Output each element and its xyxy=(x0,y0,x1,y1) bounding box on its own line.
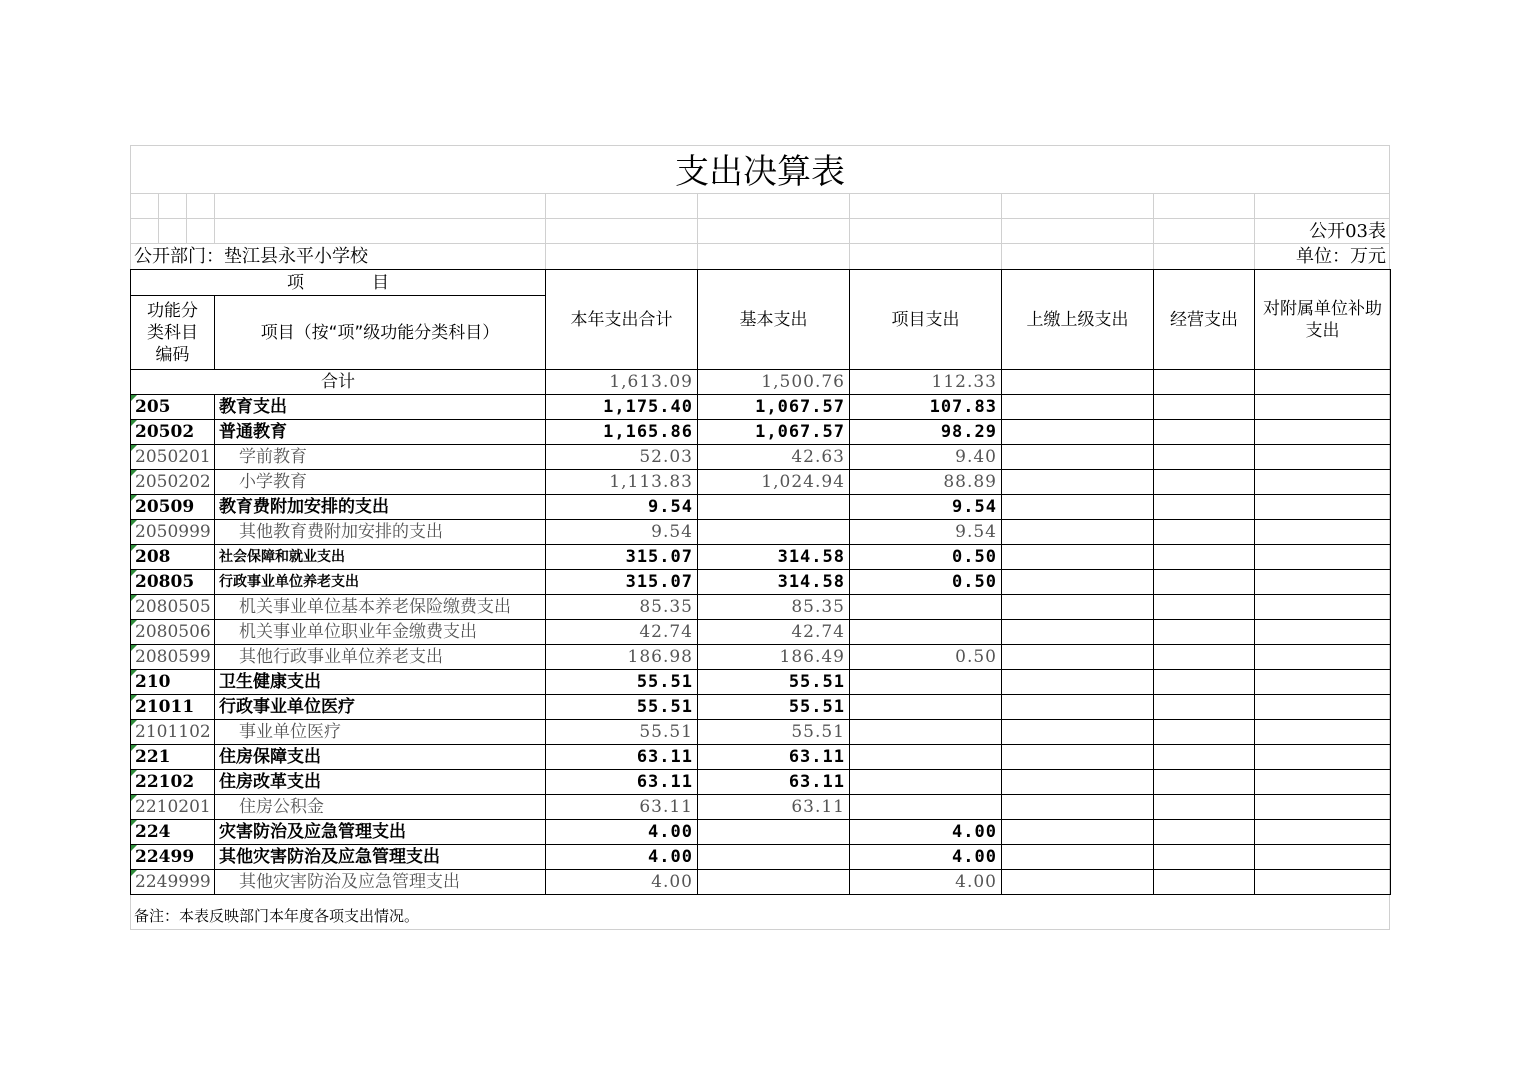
row-basic xyxy=(698,845,850,870)
row-total: 63.11 xyxy=(546,795,698,820)
header-basic: 基本支出 xyxy=(698,270,850,370)
row-project xyxy=(850,595,1002,620)
row-name: 灾害防治及应急管理支出 xyxy=(215,820,546,845)
row-business xyxy=(1154,645,1255,670)
row-name: 教育费附加安排的支出 xyxy=(215,495,546,520)
row-basic: 63.11 xyxy=(698,745,850,770)
row-business xyxy=(1154,545,1255,570)
row-upper xyxy=(1002,470,1154,495)
row-total: 42.74 xyxy=(546,620,698,645)
row-name: 行政事业单位医疗 xyxy=(215,695,546,720)
row-name: 普通教育 xyxy=(215,420,546,445)
row-total: 1,113.83 xyxy=(546,470,698,495)
header-project: 项目支出 xyxy=(850,270,1002,370)
expenditure-table xyxy=(130,269,1391,895)
table-row xyxy=(131,395,1391,420)
row-name: 其他教育费附加安排的支出 xyxy=(215,520,546,545)
row-business xyxy=(1154,795,1255,820)
row-business xyxy=(1154,420,1255,445)
table-row xyxy=(131,845,1391,870)
row-project xyxy=(850,695,1002,720)
total-basic: 1,500.76 xyxy=(698,370,850,395)
table-row xyxy=(131,645,1391,670)
row-upper xyxy=(1002,870,1154,895)
row-upper xyxy=(1002,495,1154,520)
table-row xyxy=(131,695,1391,720)
table-row xyxy=(131,795,1391,820)
table-row xyxy=(131,520,1391,545)
row-total: 85.35 xyxy=(546,595,698,620)
row-subsidy xyxy=(1255,570,1391,595)
table-row xyxy=(131,470,1391,495)
row-subsidy xyxy=(1255,395,1391,420)
row-project xyxy=(850,620,1002,645)
header-total: 本年支出合计 xyxy=(546,270,698,370)
table-row xyxy=(131,820,1391,845)
header-name: 项目（按“项”级功能分类科目） xyxy=(215,296,546,370)
row-project: 0.50 xyxy=(850,645,1002,670)
row-total: 63.11 xyxy=(546,770,698,795)
row-code: 2249999 xyxy=(131,870,215,895)
row-business xyxy=(1154,770,1255,795)
row-subsidy xyxy=(1255,470,1391,495)
row-subsidy xyxy=(1255,645,1391,670)
total-subsidy xyxy=(1255,370,1391,395)
row-upper xyxy=(1002,595,1154,620)
total-project: 112.33 xyxy=(850,370,1002,395)
row-upper xyxy=(1002,420,1154,445)
row-name: 其他行政事业单位养老支出 xyxy=(215,645,546,670)
row-subsidy xyxy=(1255,495,1391,520)
row-project: 107.83 xyxy=(850,395,1002,420)
row-business xyxy=(1154,870,1255,895)
row-total: 55.51 xyxy=(546,720,698,745)
row-code: 210 xyxy=(131,670,215,695)
row-code: 20509 xyxy=(131,495,215,520)
table-row xyxy=(131,720,1391,745)
department-label: 公开部门：垫江县永平小学校 xyxy=(134,246,368,267)
row-total: 9.54 xyxy=(546,520,698,545)
row-basic: 55.51 xyxy=(698,670,850,695)
table-row xyxy=(131,545,1391,570)
row-code: 208 xyxy=(131,545,215,570)
row-code: 2050999 xyxy=(131,520,215,545)
row-name: 事业单位医疗 xyxy=(215,720,546,745)
row-project: 9.40 xyxy=(850,445,1002,470)
row-basic: 63.11 xyxy=(698,770,850,795)
table-row xyxy=(131,870,1391,895)
row-project: 9.54 xyxy=(850,495,1002,520)
table-row xyxy=(131,595,1391,620)
row-code: 2080505 xyxy=(131,595,215,620)
row-total: 4.00 xyxy=(546,820,698,845)
row-name: 住房公积金 xyxy=(215,795,546,820)
row-code: 205 xyxy=(131,395,215,420)
row-project xyxy=(850,670,1002,695)
row-upper xyxy=(1002,770,1154,795)
table-row xyxy=(131,745,1391,770)
row-subsidy xyxy=(1255,520,1391,545)
total-label: 合计 xyxy=(131,370,546,395)
row-name: 学前教育 xyxy=(215,445,546,470)
row-basic: 55.51 xyxy=(698,720,850,745)
unit-label: 单位：万元 xyxy=(1296,246,1386,267)
row-project: 4.00 xyxy=(850,845,1002,870)
row-project: 88.89 xyxy=(850,470,1002,495)
row-basic: 1,024.94 xyxy=(698,470,850,495)
row-total: 9.54 xyxy=(546,495,698,520)
row-upper xyxy=(1002,820,1154,845)
row-project xyxy=(850,770,1002,795)
row-code: 20805 xyxy=(131,570,215,595)
row-total: 52.03 xyxy=(546,445,698,470)
row-basic xyxy=(698,870,850,895)
row-upper xyxy=(1002,720,1154,745)
row-subsidy xyxy=(1255,695,1391,720)
row-subsidy xyxy=(1255,445,1391,470)
row-business xyxy=(1154,695,1255,720)
row-total: 4.00 xyxy=(546,870,698,895)
row-subsidy xyxy=(1255,770,1391,795)
row-business xyxy=(1154,570,1255,595)
row-basic xyxy=(698,495,850,520)
table-row xyxy=(131,670,1391,695)
total-row xyxy=(131,370,1391,395)
row-code: 22102 xyxy=(131,770,215,795)
row-name: 机关事业单位职业年金缴费支出 xyxy=(215,620,546,645)
row-total: 55.51 xyxy=(546,670,698,695)
row-upper xyxy=(1002,670,1154,695)
row-code: 2080506 xyxy=(131,620,215,645)
row-basic: 42.63 xyxy=(698,445,850,470)
row-total: 186.98 xyxy=(546,645,698,670)
row-code: 21011 xyxy=(131,695,215,720)
row-code: 2080599 xyxy=(131,645,215,670)
row-project: 4.00 xyxy=(850,870,1002,895)
row-project: 9.54 xyxy=(850,520,1002,545)
row-subsidy xyxy=(1255,845,1391,870)
row-code: 20502 xyxy=(131,420,215,445)
row-total: 315.07 xyxy=(546,570,698,595)
row-project xyxy=(850,720,1002,745)
row-business xyxy=(1154,595,1255,620)
row-business xyxy=(1154,445,1255,470)
row-name: 社会保障和就业支出 xyxy=(215,545,546,570)
row-basic: 314.58 xyxy=(698,570,850,595)
row-basic: 1,067.57 xyxy=(698,395,850,420)
row-upper xyxy=(1002,445,1154,470)
row-code: 2050202 xyxy=(131,470,215,495)
row-code: 2101102 xyxy=(131,720,215,745)
row-code: 221 xyxy=(131,745,215,770)
row-name: 卫生健康支出 xyxy=(215,670,546,695)
row-name: 住房改革支出 xyxy=(215,770,546,795)
row-subsidy xyxy=(1255,595,1391,620)
row-upper xyxy=(1002,620,1154,645)
row-code: 224 xyxy=(131,820,215,845)
row-basic: 314.58 xyxy=(698,545,850,570)
row-name: 小学教育 xyxy=(215,470,546,495)
row-basic: 186.49 xyxy=(698,645,850,670)
total-total: 1,613.09 xyxy=(546,370,698,395)
row-subsidy xyxy=(1255,870,1391,895)
table-row xyxy=(131,620,1391,645)
table-row xyxy=(131,770,1391,795)
form-number: 公开03表 xyxy=(1309,221,1386,242)
row-subsidy xyxy=(1255,620,1391,645)
row-name: 住房保障支出 xyxy=(215,745,546,770)
row-business xyxy=(1154,470,1255,495)
row-upper xyxy=(1002,645,1154,670)
table-row xyxy=(131,495,1391,520)
row-subsidy xyxy=(1255,745,1391,770)
row-subsidy xyxy=(1255,795,1391,820)
row-business xyxy=(1154,670,1255,695)
total-business xyxy=(1154,370,1255,395)
row-upper xyxy=(1002,745,1154,770)
row-business xyxy=(1154,845,1255,870)
row-project xyxy=(850,795,1002,820)
row-total: 55.51 xyxy=(546,695,698,720)
row-basic xyxy=(698,520,850,545)
table-row xyxy=(131,445,1391,470)
row-project xyxy=(850,745,1002,770)
row-code: 22499 xyxy=(131,845,215,870)
row-business xyxy=(1154,820,1255,845)
row-basic: 85.35 xyxy=(698,595,850,620)
row-subsidy xyxy=(1255,820,1391,845)
row-subsidy xyxy=(1255,720,1391,745)
row-name: 教育支出 xyxy=(215,395,546,420)
row-project: 0.50 xyxy=(850,545,1002,570)
row-code: 2210201 xyxy=(131,795,215,820)
header-upper: 上缴上级支出 xyxy=(1002,270,1154,370)
row-subsidy xyxy=(1255,670,1391,695)
total-upper xyxy=(1002,370,1154,395)
row-basic: 63.11 xyxy=(698,795,850,820)
table-note: 备注：本表反映部门本年度各项支出情况。 xyxy=(134,907,420,925)
header-code: 功能分类科目编码 xyxy=(131,296,215,370)
row-subsidy xyxy=(1255,420,1391,445)
table-row xyxy=(131,420,1391,445)
row-project: 98.29 xyxy=(850,420,1002,445)
row-total: 4.00 xyxy=(546,845,698,870)
row-upper xyxy=(1002,395,1154,420)
row-name: 行政事业单位养老支出 xyxy=(215,570,546,595)
row-business xyxy=(1154,495,1255,520)
row-business xyxy=(1154,745,1255,770)
row-basic: 55.51 xyxy=(698,695,850,720)
row-code: 2050201 xyxy=(131,445,215,470)
row-project: 0.50 xyxy=(850,570,1002,595)
row-total: 315.07 xyxy=(546,545,698,570)
row-business xyxy=(1154,520,1255,545)
row-subsidy xyxy=(1255,545,1391,570)
row-business xyxy=(1154,720,1255,745)
row-name: 其他灾害防治及应急管理支出 xyxy=(215,845,546,870)
row-upper xyxy=(1002,795,1154,820)
row-name: 其他灾害防治及应急管理支出 xyxy=(215,870,546,895)
row-total: 1,175.40 xyxy=(546,395,698,420)
row-upper xyxy=(1002,695,1154,720)
row-upper xyxy=(1002,570,1154,595)
row-basic xyxy=(698,820,850,845)
row-basic: 1,067.57 xyxy=(698,420,850,445)
row-business xyxy=(1154,620,1255,645)
row-upper xyxy=(1002,545,1154,570)
row-basic: 42.74 xyxy=(698,620,850,645)
header-subsidy: 对附属单位补助支出 xyxy=(1255,270,1391,370)
row-total: 1,165.86 xyxy=(546,420,698,445)
table-row xyxy=(131,570,1391,595)
row-upper xyxy=(1002,520,1154,545)
header-item-group: 项 目 xyxy=(131,270,546,296)
row-upper xyxy=(1002,845,1154,870)
header-business: 经营支出 xyxy=(1154,270,1255,370)
row-project: 4.00 xyxy=(850,820,1002,845)
row-name: 机关事业单位基本养老保险缴费支出 xyxy=(215,595,546,620)
row-total: 63.11 xyxy=(546,745,698,770)
row-business xyxy=(1154,395,1255,420)
page-title: 支出决算表 xyxy=(675,152,845,192)
